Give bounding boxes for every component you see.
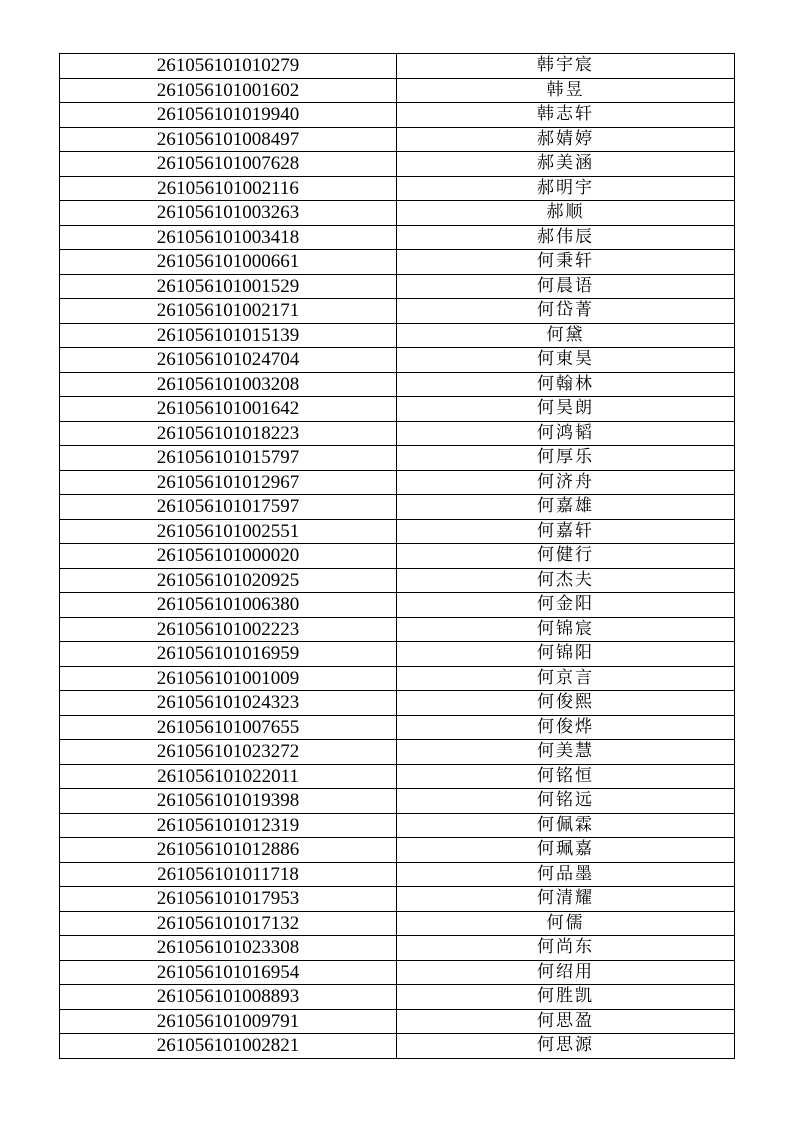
- table-row: [60, 274, 735, 299]
- candidate-id-cell: 261056101024704: [60, 348, 397, 373]
- table-row: [60, 397, 735, 422]
- table-row: [60, 642, 735, 667]
- candidate-name-cell: 郝美涵: [397, 152, 735, 177]
- candidate-id-cell: 261056101019940: [60, 103, 397, 128]
- candidate-name-cell: 何品墨: [397, 862, 735, 887]
- table-row: [60, 78, 735, 103]
- table-row: [60, 250, 735, 275]
- candidate-id-cell: 261056101008893: [60, 985, 397, 1010]
- candidate-name-cell: 何厚乐: [397, 446, 735, 471]
- candidate-id-cell: 261056101008497: [60, 127, 397, 152]
- table-row: [60, 813, 735, 838]
- candidate-id-cell: 261056101023308: [60, 936, 397, 961]
- table-row: [60, 127, 735, 152]
- candidate-id-cell: 261056101017953: [60, 887, 397, 912]
- candidate-name-cell: 何黛: [397, 323, 735, 348]
- table-row: [60, 960, 735, 985]
- candidate-name-cell: 郝伟辰: [397, 225, 735, 250]
- table-row: [60, 519, 735, 544]
- table-row: [60, 887, 735, 912]
- table-row: [60, 715, 735, 740]
- candidate-id-cell: 261056101022011: [60, 764, 397, 789]
- candidate-name-cell: 韩志轩: [397, 103, 735, 128]
- candidate-id-cell: 261056101002821: [60, 1034, 397, 1059]
- table-row: [60, 593, 735, 618]
- candidate-name-cell: 何翰林: [397, 372, 735, 397]
- candidate-id-cell: 261056101024323: [60, 691, 397, 716]
- candidate-id-cell: 261056101012319: [60, 813, 397, 838]
- table-row: [60, 691, 735, 716]
- table-row: [60, 201, 735, 226]
- table-row: [60, 323, 735, 348]
- table-row: [60, 176, 735, 201]
- table-row: [60, 666, 735, 691]
- candidate-id-cell: 261056101002116: [60, 176, 397, 201]
- table-row: [60, 225, 735, 250]
- candidate-id-cell: 261056101001529: [60, 274, 397, 299]
- candidate-id-cell: 261056101019398: [60, 789, 397, 814]
- candidate-name-cell: 何昊朗: [397, 397, 735, 422]
- candidate-id-cell: 261056101001642: [60, 397, 397, 422]
- candidate-name-cell: 何锦阳: [397, 642, 735, 667]
- table-row: [60, 372, 735, 397]
- candidate-name-cell: 何思盈: [397, 1009, 735, 1034]
- candidate-name-cell: 何尚东: [397, 936, 735, 961]
- table-row: [60, 911, 735, 936]
- table-row: [60, 470, 735, 495]
- table-row: [60, 495, 735, 520]
- candidate-name-cell: 郝顺: [397, 201, 735, 226]
- candidate-id-cell: 261056101000020: [60, 544, 397, 569]
- candidate-name-cell: 韩昱: [397, 78, 735, 103]
- candidate-id-cell: 261056101015139: [60, 323, 397, 348]
- table-row: [60, 789, 735, 814]
- table-row: [60, 740, 735, 765]
- candidate-name-cell: 何铭恒: [397, 764, 735, 789]
- candidate-name-cell: 韩宇宸: [397, 54, 735, 79]
- candidate-name-cell: 何嘉轩: [397, 519, 735, 544]
- candidate-name-cell: 何杰夫: [397, 568, 735, 593]
- candidate-id-cell: 261056101017132: [60, 911, 397, 936]
- candidate-name-cell: 何锦宸: [397, 617, 735, 642]
- candidate-id-cell: 261056101012967: [60, 470, 397, 495]
- table-row: [60, 617, 735, 642]
- candidate-id-cell: 261056101001602: [60, 78, 397, 103]
- table-row: [60, 299, 735, 324]
- table-row: [60, 348, 735, 373]
- candidate-name-cell: 何济舟: [397, 470, 735, 495]
- roster-table: [59, 53, 735, 1059]
- candidate-name-cell: 何珮嘉: [397, 838, 735, 863]
- candidate-name-cell: 何岱菁: [397, 299, 735, 324]
- table-row: [60, 1034, 735, 1059]
- candidate-name-cell: 何京言: [397, 666, 735, 691]
- candidate-id-cell: 261056101002551: [60, 519, 397, 544]
- candidate-name-cell: 何清耀: [397, 887, 735, 912]
- candidate-id-cell: 261056101002171: [60, 299, 397, 324]
- table-row: [60, 1009, 735, 1034]
- candidate-name-cell: 何绍用: [397, 960, 735, 985]
- table-row: [60, 936, 735, 961]
- candidate-name-cell: 何嘉雄: [397, 495, 735, 520]
- candidate-id-cell: 261056101006380: [60, 593, 397, 618]
- candidate-id-cell: 261056101002223: [60, 617, 397, 642]
- candidate-id-cell: 261056101016954: [60, 960, 397, 985]
- candidate-id-cell: 261056101010279: [60, 54, 397, 79]
- candidate-id-cell: 261056101016959: [60, 642, 397, 667]
- candidate-id-cell: 261056101003208: [60, 372, 397, 397]
- candidate-name-cell: 郝明宇: [397, 176, 735, 201]
- table-row: [60, 54, 735, 79]
- candidate-name-cell: 何秉轩: [397, 250, 735, 275]
- table-row: [60, 544, 735, 569]
- candidate-name-cell: 何俊熙: [397, 691, 735, 716]
- table-row: [60, 985, 735, 1010]
- candidate-name-cell: 何鸿韬: [397, 421, 735, 446]
- roster-table-body: [60, 54, 735, 1059]
- candidate-name-cell: 何铭远: [397, 789, 735, 814]
- candidate-name-cell: 何俊烨: [397, 715, 735, 740]
- candidate-id-cell: 261056101007655: [60, 715, 397, 740]
- candidate-id-cell: 261056101023272: [60, 740, 397, 765]
- candidate-id-cell: 261056101012886: [60, 838, 397, 863]
- table-row: [60, 421, 735, 446]
- candidate-id-cell: 261056101003263: [60, 201, 397, 226]
- candidate-name-cell: 何晨语: [397, 274, 735, 299]
- candidate-id-cell: 261056101018223: [60, 421, 397, 446]
- candidate-id-cell: 261056101015797: [60, 446, 397, 471]
- candidate-id-cell: 261056101011718: [60, 862, 397, 887]
- candidate-id-cell: 261056101001009: [60, 666, 397, 691]
- candidate-name-cell: 何健行: [397, 544, 735, 569]
- candidate-id-cell: 261056101000661: [60, 250, 397, 275]
- table-row: [60, 152, 735, 177]
- candidate-id-cell: 261056101009791: [60, 1009, 397, 1034]
- candidate-name-cell: 郝婧婷: [397, 127, 735, 152]
- candidate-name-cell: 何儒: [397, 911, 735, 936]
- candidate-name-cell: 何東昊: [397, 348, 735, 373]
- candidate-id-cell: 261056101020925: [60, 568, 397, 593]
- table-row: [60, 103, 735, 128]
- candidate-name-cell: 何佩霖: [397, 813, 735, 838]
- candidate-id-cell: 261056101007628: [60, 152, 397, 177]
- candidate-name-cell: 何金阳: [397, 593, 735, 618]
- table-row: [60, 838, 735, 863]
- candidate-id-cell: 261056101017597: [60, 495, 397, 520]
- table-row: [60, 862, 735, 887]
- candidate-name-cell: 何思源: [397, 1034, 735, 1059]
- candidate-name-cell: 何胜凯: [397, 985, 735, 1010]
- table-row: [60, 446, 735, 471]
- table-row: [60, 568, 735, 593]
- candidate-id-cell: 261056101003418: [60, 225, 397, 250]
- candidate-name-cell: 何美慧: [397, 740, 735, 765]
- table-row: [60, 764, 735, 789]
